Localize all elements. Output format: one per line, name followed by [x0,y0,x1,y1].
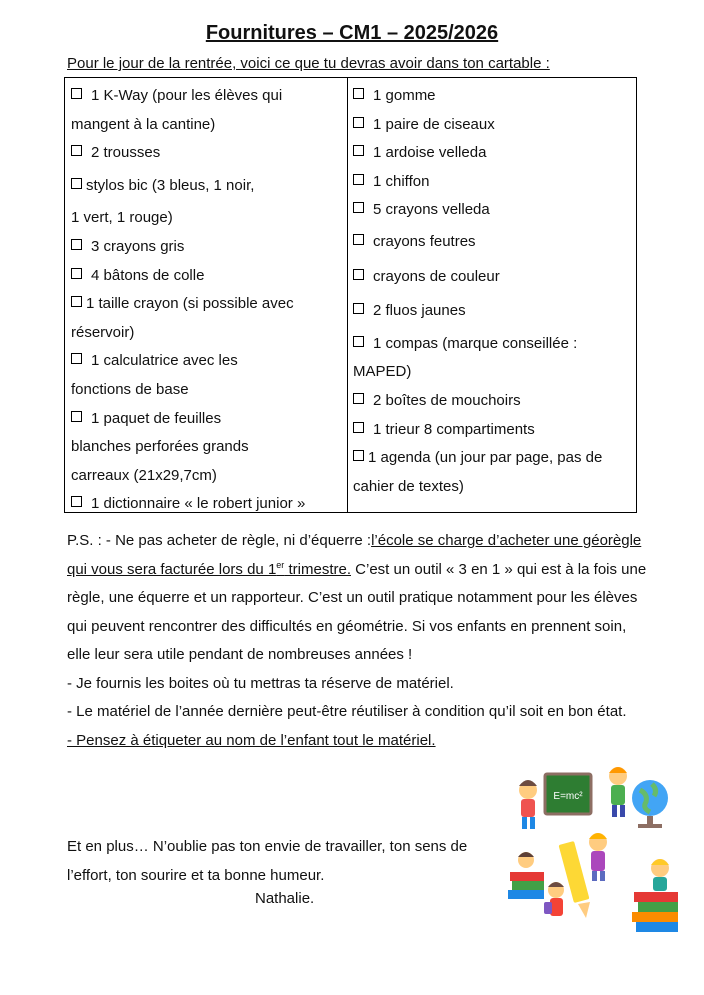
list-item: 1 paquet de feuilles [71,405,347,434]
list-item: 1 taille crayon (si possible avec [71,290,347,319]
checkbox-icon [353,202,364,213]
list-item: 1 K-Way (pour les élèves qui [71,82,347,111]
page-title: Fournitures – CM1 – 2025/2026 [205,22,499,44]
list-item: 1 gomme [353,82,636,111]
list-item-continued: mangent à la cantine) [71,115,216,133]
pencil-icon [559,841,590,918]
checkbox-icon [71,88,82,99]
list-item: crayons de couleur [353,263,636,292]
list-item: 2 trousses [71,139,347,168]
list-item-continued: MAPED) [353,363,412,381]
list-item: 5 crayons velleda [353,196,636,225]
closing-text: Et en plus… N’oublie pas ton envie de travailler, ton sens de l’effort, ton sourire et ta bonne humeur. [67,838,468,884]
child-figure [519,780,537,829]
school-children-illustration [500,762,690,942]
supplies-right-column [348,78,636,512]
checkbox-icon [353,117,364,128]
checkbox-icon [71,145,82,156]
checkbox-icon [353,422,364,433]
ps-line-boxes: - Je fournis les boites où tu mettras ta réserve de matériel. [67,674,454,692]
chalkboard-icon [545,774,591,814]
list-item: 4 bâtons de colle [71,262,347,291]
checkbox-icon [353,234,364,245]
list-item: 1 calculatrice avec les [71,347,347,376]
list-item-continued: cahier de textes) [353,477,464,495]
supplies-table [64,77,637,513]
list-item: 1 paire de ciseaux [353,111,636,140]
checkbox-icon [71,296,82,307]
child-figure [609,767,627,817]
list-item: 1 chiffon [353,168,636,197]
list-item: 2 boîtes de mouchoirs [353,387,636,416]
supplies-left-column [65,78,348,512]
checkbox-icon [71,411,82,422]
list-item-continued: fonctions de base [71,380,189,398]
checkbox-icon [353,450,364,461]
intro-text: Pour le jour de la rentrée, voici ce que tu devras avoir dans ton cartable : [67,55,550,72]
list-item: 3 crayons gris [71,233,347,262]
checkbox-icon [353,303,364,314]
ps-paragraph: P.S. : - Ne pas acheter de règle, ni d’équerre :l’école se charge d’acheter une géorègle qui vous sera facturée lors du 1er trimestre. C’est un outil « 3 en 1 » qui est à la fois une règle, une équerre et un rapporteur. C’est un outil pratique notamment pour les élèves qui peuvent rencontrer des difficultés en géométrie. Si vos enfants en prennent soin, elle leur sera utile pendant de nombreuses années ! [67,532,647,663]
checkbox-icon [71,496,82,507]
ps-line-reuse: - Le matériel de l’année dernière peut-être réutiliser à condition qu’il soit en bon état. [67,703,627,720]
postscript [67,527,647,755]
list-item: 1 dictionnaire « le robert junior » [71,490,347,519]
checkbox-icon [71,353,82,364]
list-item: 1 ardoise velleda [353,139,636,168]
checkbox-icon [71,178,82,189]
checkbox-icon [71,268,82,279]
child-figure [589,833,607,881]
list-item-continued: blanches perforées grands [71,438,249,456]
list-item: 1 agenda (un jour par page, pas de [353,444,636,473]
list-item: stylos bic (3 bleus, 1 noir, [71,172,347,201]
books-icon [632,859,678,932]
list-item-continued: réservoir) [71,323,135,341]
list-item: 2 fluos jaunes [353,297,636,326]
list-item-continued: carreaux (21x29,7cm) [71,466,217,484]
checkbox-icon [353,336,364,347]
checkbox-icon [353,393,364,404]
ps-line-labels: - Pensez à étiqueter au nom de l’enfant tout le matériel. [67,731,436,749]
list-item: 1 trieur 8 compartiments [353,416,636,445]
list-item-continued: 1 vert, 1 rouge) [71,209,173,227]
checkbox-icon [353,88,364,99]
svg-text:E=mc²: E=mc² [553,791,583,802]
signature: Nathalie. [255,890,315,907]
checkbox-icon [71,239,82,250]
globe-icon [632,780,668,828]
list-item: crayons feutres [353,228,636,257]
checkbox-icon [353,145,364,156]
checkbox-icon [353,174,364,185]
list-item: 1 compas (marque conseillée : [353,330,636,359]
checkbox-icon [353,269,364,280]
underlined-note: l’école se charge d’acheter une géorègle qui vous sera facturée lors du 1er trimestre. [67,532,642,578]
books-icon [508,852,544,899]
child-figure [544,882,564,916]
